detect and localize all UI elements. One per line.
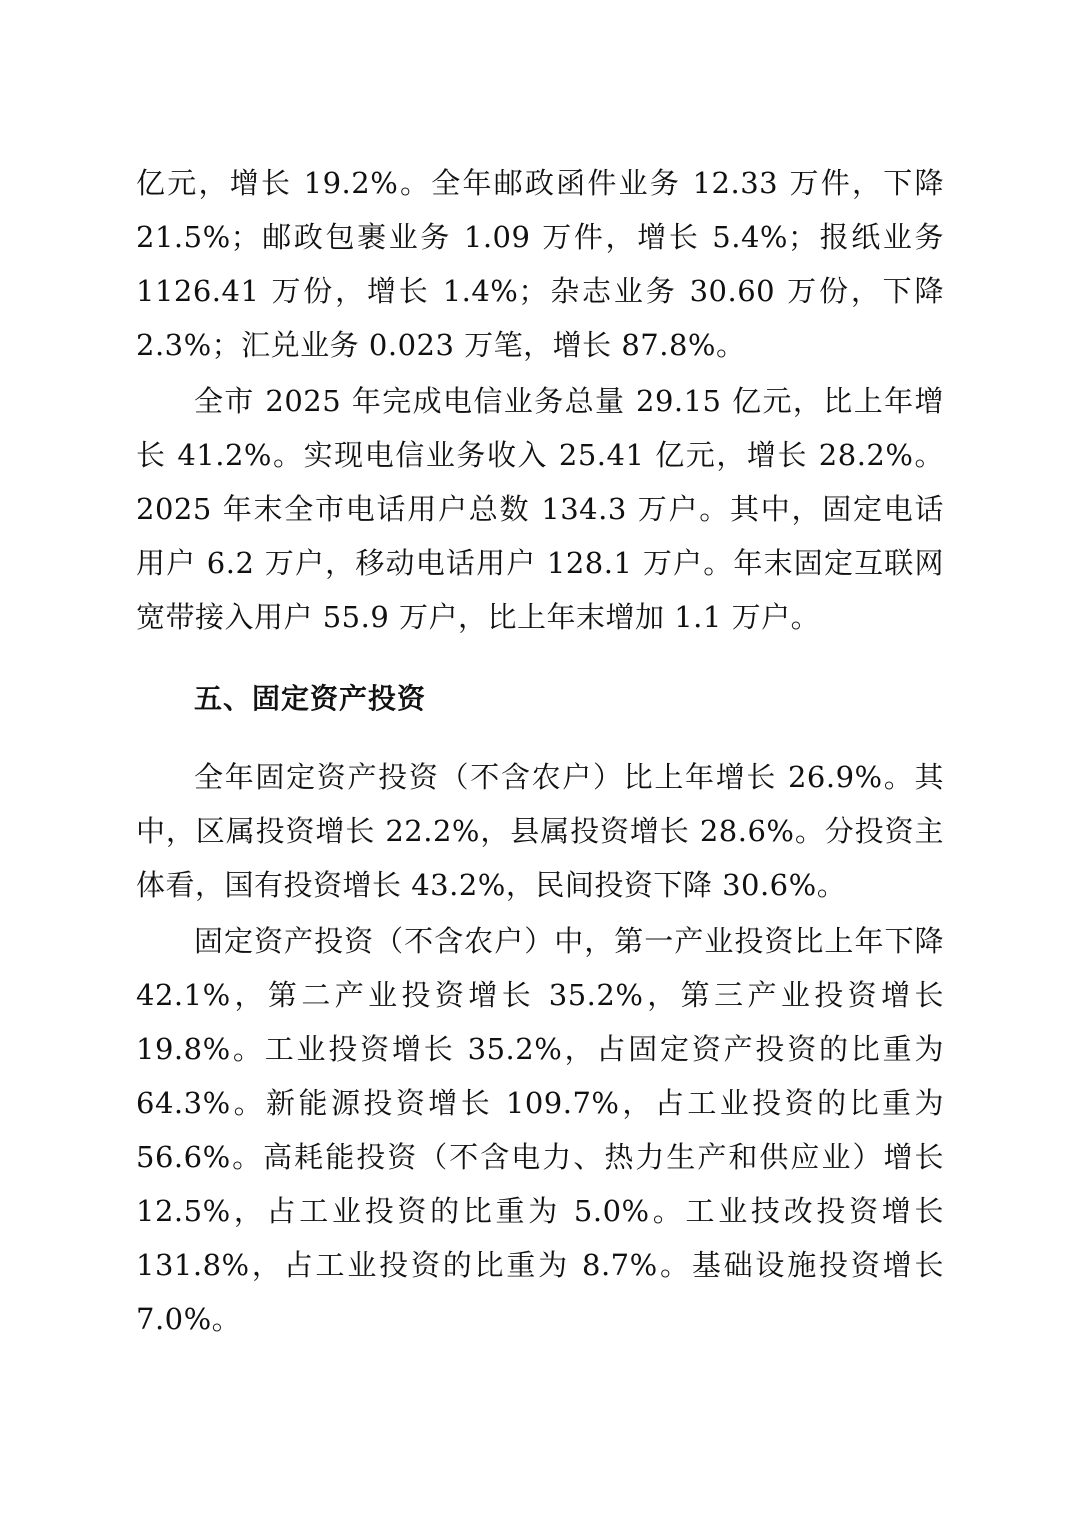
paragraph-investment-overview: 全年固定资产投资（不含农户）比上年增长 26.9%。其中，区属投资增长 22.2%，县属投资增长 28.6%。分投资主体看，国有投资增长 43.2%，民间投资下降 30.6%。 [136, 760, 944, 902]
paragraph-investment-by-industry: 固定资产投资（不含农户）中，第一产业投资比上年下降 42.1%，第二产业投资增长 35.2%，第三产业投资增长 19.8%。工业投资增长 35.2%，占固定资产投资的比重为 64.3%。新能源投资增长 109.7%，占工业投资的比重为 56.6%。高耗能投资（不含电力、热力生产和供应业）增长 12.5%，占工业投资的比重为 5.0%。工业技改投资增长 131.8%，占工业投资的比重为 8.7%。基础设施投资增长 7.0%。 [136, 924, 944, 1336]
paragraph-postal-business: 亿元，增长 19.2%。全年邮政函件业务 12.33 万件，下降 21.5%；邮政包裹业务 1.09 万件，增长 5.4%；报纸业务 1126.41 万份，增长 1.4%；杂志业务 30.60 万份，下降 2.3%；汇兑业务 0.023 万笔，增长 87.8%。 [136, 166, 944, 362]
document-page [136, 156, 944, 1346]
paragraph-telecom-business: 全市 2025 年完成电信业务总量 29.15 亿元，比上年增长 41.2%。实现电信业务收入 25.41 亿元，增长 28.2%。2025 年末全市电话用户总数 134.3 万户。其中，固定电话用户 6.2 万户，移动电话用户 128.1 万户。年末固定互联网宽带接入用户 55.9 万户，比上年末增加 1.1 万户。 [136, 384, 944, 634]
section-heading-fixed-asset-investment: 五、固定资产投资 [194, 682, 427, 715]
